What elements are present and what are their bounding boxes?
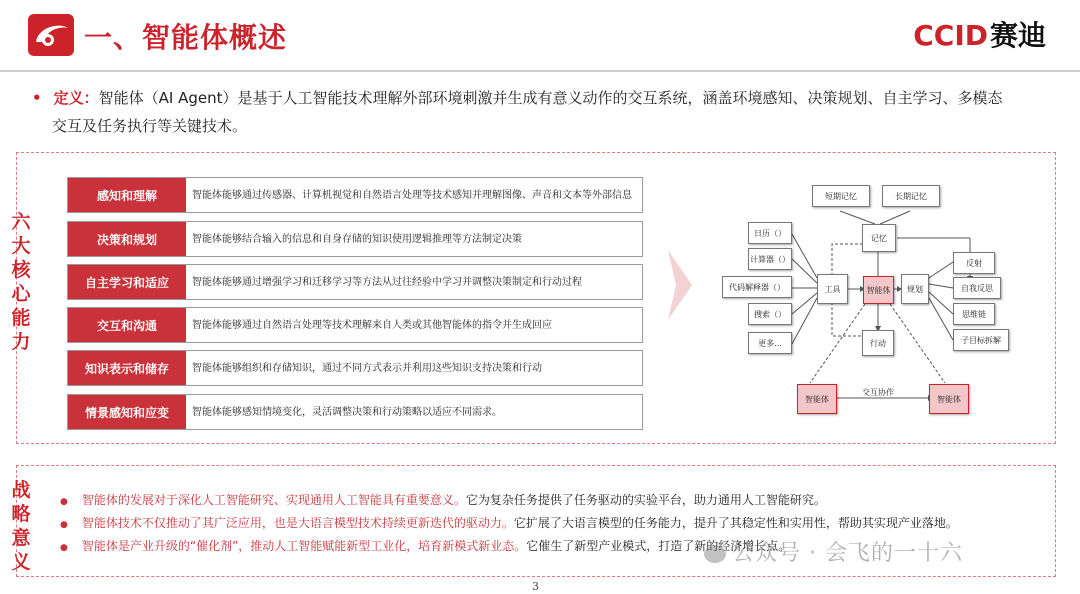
watermark [704,536,963,567]
header-divider [0,70,1080,72]
arrow-right-icon [668,250,692,320]
plan-item: 思维链 [953,303,995,325]
ability-name: 交互和沟通 [68,308,186,342]
ability-desc: 智能体能够组织和存储知识，通过不同方式表示并利用这些知识支持决策和行动 [192,362,542,374]
side-title-char: 力 [11,331,31,353]
long-term-memory-box: 长期记忆 [882,185,940,207]
strategy-item [60,537,790,557]
brand-logo [913,14,1046,54]
definition-bullet: • [32,89,42,107]
brand-latin: CCID [913,19,988,52]
strategy-rest: 它催生了新型产业模式，打造了新的经济增长点。 [526,539,791,553]
side-title-char: 能 [11,307,31,329]
side-title-char: 战 [11,479,31,501]
plan-item: 自我反思 [953,277,1001,299]
ability-name: 决策和规划 [68,222,186,256]
ability-row [67,177,643,213]
collaboration-label: 交互协作 [862,388,894,397]
agent-right-box: 智能体 [929,384,969,414]
strategy-side-title [10,478,32,574]
definition-line-1 [32,84,1062,112]
ability-row [67,350,643,386]
bullet-icon: ● [60,520,68,530]
side-title-char: 意 [11,527,31,549]
page-number: 3 [532,580,539,593]
strategy-head: 智能体是产业升级的“催化剂”，推动人工智能赋能新型工业化，培育新模式新业态。 [81,539,527,553]
strategy-head: 智能体的发展对于深化人工智能研究、实现通用人工智能具有重要意义。 [81,493,466,507]
memory-box: 记忆 [862,224,896,252]
ability-desc: 智能体能够感知情境变化，灵活调整决策和行动策略以适应不同需求。 [192,406,502,418]
side-title-char: 核 [11,259,31,281]
definition-text-2: 交互及任务执行等关键技术。 [52,117,248,135]
plan-box: 规划 [901,274,929,304]
ability-row [67,264,643,300]
ability-desc: 智能体能够通过自然语言处理等技术理解来自人类或其他智能体的指令并生成回应 [192,319,552,331]
strategy-rest: 它扩展了大语言模型的任务能力，提升了其稳定性和实用性，帮助其实现产业落地。 [513,516,958,530]
plan-item: 子目标拆解 [953,329,1009,351]
strategy-head: 智能体技术不仅推动了其广泛应用，也是大语言模型技术持续更新迭代的驱动力。 [81,516,514,530]
ability-row [67,394,643,430]
brand-cn: 赛迪 [989,19,1046,52]
tool-item: 日历（） [748,222,792,244]
ability-desc: 智能体能够结合输入的信息和自身存储的知识使用逻辑推理等方法制定决策 [192,233,522,245]
tool-box: 工具 [817,274,848,304]
strategy-rest: 它为复杂任务提供了任务驱动的实验平台，助力通用人工智能研究。 [465,493,826,507]
plan-item: 反射 [953,252,995,274]
tool-item: 更多... [748,332,792,354]
ability-desc: 智能体能够通过增强学习和迁移学习等方法从过往经验中学习并调整决策制定和行动过程 [192,276,582,288]
tool-item: 计算器（） [748,248,792,270]
ability-name: 知识表示和储存 [68,351,186,385]
ability-name: 自主学习和适应 [68,265,186,299]
logo-icon [28,14,74,56]
agent-core-box: 智能体 [863,276,894,304]
ability-name: 感知和理解 [68,178,186,212]
tool-item: 代码解释器（） [722,276,792,298]
strategy-item [60,491,826,511]
ability-name: 情景感知和应变 [68,395,186,429]
definition-block [32,84,1062,140]
bullet-icon: ● [60,543,68,553]
action-box: 行动 [862,330,894,356]
side-title-char: 六 [11,211,31,233]
side-title-char: 心 [11,283,31,305]
side-title-char: 义 [11,551,31,573]
short-term-memory-box: 短期记忆 [812,185,870,207]
ability-row [67,307,643,343]
definition-text-1: 智能体（AI Agent）是基于人工智能技术理解外部环境刺激并生成有意义动作的交互系统，涵盖环境感知、决策规划、自主学习、多模态 [98,89,1003,107]
agent-architecture-diagram [700,168,1040,428]
page-title: 一、智能体概述 [84,21,288,54]
ability-row [67,221,643,257]
ability-desc: 智能体能够通过传感器、计算机视觉和自然语言处理等技术感知并理解图像、声音和文本等外部信息 [192,189,632,201]
tool-item: 搜索（） [748,303,792,325]
strategy-item [60,514,958,534]
definition-label: 定义： [53,89,99,107]
abilities-side-title [10,210,32,354]
side-title-char: 大 [11,235,31,257]
watermark-text: 公众号 · 会飞的一十六 [732,541,963,566]
bullet-icon: ● [60,497,68,507]
agent-left-box: 智能体 [797,384,837,414]
header [0,0,1080,72]
side-title-char: 略 [11,503,31,525]
wechat-icon [704,545,726,563]
